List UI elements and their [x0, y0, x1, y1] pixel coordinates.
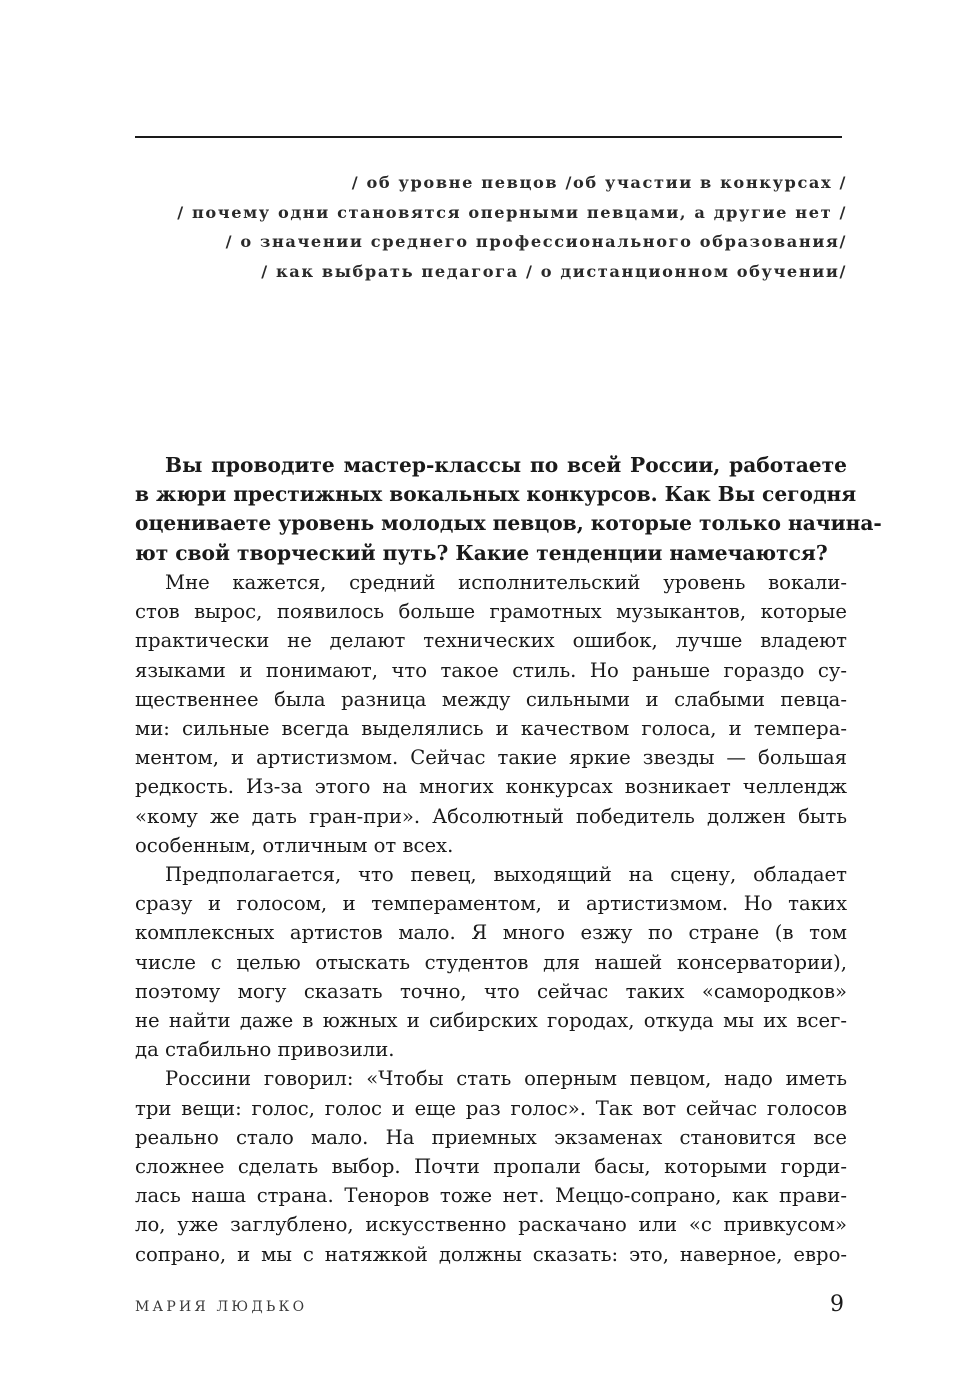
text-line: «кому же дать гран-при». Абсолютный победитель должен быть: [135, 804, 847, 828]
running-footer-author: МАРИЯ ЛЮДЬКО: [135, 1299, 308, 1315]
topic-line: / как выбрать педагога / о дистанционном обучении/: [261, 261, 847, 281]
text-line: языками и понимают, что такое стиль. Но раньше гораздо су-: [135, 658, 847, 682]
text-line: комплексных артистов мало. Я много езжу по стране (в том: [135, 921, 847, 945]
text-line: ло, уже заглублено, искусственно раскачано или «с привкусом»: [135, 1213, 847, 1237]
question-line: оцениваете уровень молодых певцов, которые только начина-: [135, 511, 882, 536]
topic-line: / о значении среднего профессионального образования/: [225, 232, 847, 251]
text-line: поэтому могу сказать точно, что сейчас таких «самородков»: [135, 979, 847, 1003]
text-line: Россини говорил: «Чтобы стать оперным певцом, надо иметь: [165, 1067, 847, 1091]
answer-paragraph: [135, 860, 847, 1064]
text-line: не найти даже в южных и сибирских городах, откуда мы их всег-: [135, 1009, 847, 1033]
text-line: сложнее сделать выбор. Почти пропали басы, которыми горди-: [135, 1155, 847, 1179]
interview-question: [135, 451, 882, 568]
text-line: щественнее была разница между сильными и слабыми певца-: [135, 687, 847, 711]
topic-line: / почему одни становятся оперными певцами, а другие нет /: [177, 202, 847, 222]
text-line: числе с целью отыскать студентов для нашей консерватории),: [135, 950, 847, 974]
text-line: практически не делают технических ошибок, лучше владеют: [135, 629, 847, 653]
text-line: стов вырос, появилось больше грамотных музыкантов, которые: [135, 600, 847, 624]
text-line: особенным, отличным от всех.: [135, 833, 454, 857]
text-line: Предполагается, что певец, выходящий на сцену, обладает: [165, 863, 847, 887]
question-line: в жюри престижных вокальных конкурсов. Как Вы сегодня: [135, 482, 857, 507]
text-line: сопрано, и мы с натяжкой должны сказать: это, наверное, евро-: [135, 1242, 847, 1266]
page-number: 9: [830, 1292, 844, 1317]
question-line: Вы проводите мастер-классы по всей России, работаете: [165, 453, 847, 477]
text-line: ментом, и артистизмом. Сейчас такие яркие звезды — большая: [135, 746, 847, 770]
question-line: ют свой творческий путь? Какие тенденции намечаются?: [135, 540, 828, 565]
text-line: да стабильно привозили.: [135, 1038, 395, 1062]
chapter-topics: [135, 168, 847, 286]
text-line: Мне кажется, средний исполнительский уровень вокали-: [165, 571, 847, 594]
text-line: лась наша страна. Теноров тоже нет. Меццо-сопрано, как прави-: [135, 1184, 847, 1208]
text-line: ми: сильные всегда выделялись и качеством голоса, и темпера-: [135, 717, 847, 741]
text-line: редкость. Из-за этого на многих конкурсах возникает челлендж: [135, 775, 847, 799]
answer-paragraph: [135, 568, 847, 860]
topic-line: / об уровне певцов /об участии в конкурсах /: [351, 173, 847, 192]
answer-body: [135, 568, 847, 1269]
text-line: три вещи: голос, голос и еще раз голос». Так вот сейчас голосов: [135, 1096, 847, 1120]
header-rule: [135, 136, 842, 138]
answer-paragraph: [135, 1064, 847, 1268]
text-line: сразу и голосом, и темпераментом, и артистизмом. Но таких: [135, 892, 847, 916]
text-line: реально стало мало. На приемных экзаменах становится все: [135, 1125, 847, 1149]
